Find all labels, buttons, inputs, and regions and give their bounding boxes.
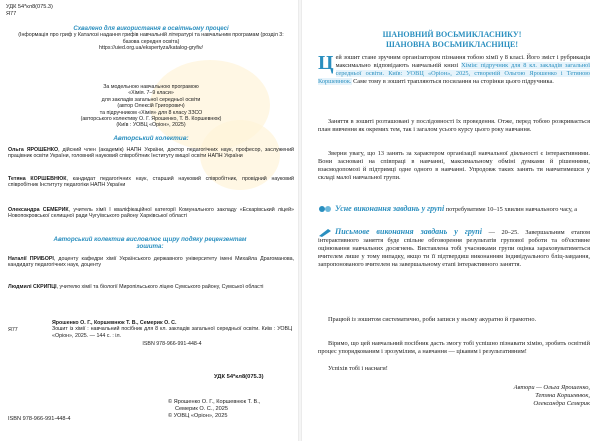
paragraph-3: Зверни увагу, що 13 занять за характером організації навчальної діяльності є інтерактивними. Вони засновані на співпраці в навчанні, максимальному обміні думками й рішеннями, взаємодопомозі й підтримці одне одного в навчанні. Упродовж таких занять ти навчатимешся у складі малої навчальної групи. <box>318 150 590 181</box>
greeting: ШАНОВНИЙ ВОСЬМИКЛАСНИКУ! ШАНОВНА ВОСЬМИКЛАСНИЦЕ! <box>382 30 522 49</box>
right-page <box>300 0 600 441</box>
author-1: Ольга ЯРОШЕНКО, дійсний член (академік) НАПН України, доктор педагогічних наук, професор, заслужений працівник освіти України, головний науковий співробітник Інституту вищої освіти НАПН України <box>8 147 294 160</box>
oral-group-line: Усне виконання завдань у групі потребуватиме 10–15 хвилин навчального часу, а <box>318 205 590 214</box>
program-info: За модельною навчальною програмою «Хімія. 7–9 класи» для закладів загальної середньої освіти (автор Олексій Григорович) та підручником «Хімія» для 8 класу ЗЗСО (авторського колективу О. Г. Ярошенко, Т. В. Коршевнюк) (Київ : УОВЦ «Оріон», 2025) <box>80 84 222 129</box>
author-2: Тетяна КОРШЕВНЮК, кандидат педагогічних наук, старший науковий співробітник, провідний науковий співробітник Інституту педагогіки НАПН України <box>8 176 294 189</box>
intro-paragraph: Цей зошит стане зручним організатором пізнання тобою хімії у 8 класі. Його зміст і рубрикація максимально відповідають навчальній книзі Хімія: підручник для 8 кл. закладів загальної середньої освіти. Київ: УОВЦ «Оріон», 2025, створеній Ольгою Ярошенко і Тетяною Коршевнюк. Саме тому в зошиті трапляються посилання на сторінки цього підручника. <box>318 52 590 85</box>
udk-top: УДК 54*кл8(075.3) Я77 <box>6 4 53 17</box>
author-3: Олександра СЕМЕРИК, учитель хімії І кваліфікаційної категорії Комунального закладу «Ескарівський ліцей» Новопокровської селищної ради Чугуївського району Харківської області <box>8 207 295 220</box>
speech-group-icon <box>318 205 332 214</box>
reviewer-2: Людмилі СКРИПЦІ, учителю хімії та біології Миропільського ліцею Сумського району, Сумської області <box>8 284 264 290</box>
signature: Автори — Ольга Ярошенко, Тетяна Коршевнюк, Олександра Семерик <box>513 384 590 408</box>
bib-record: Ярошенко О. Г., Коршевнюк Т. В., Семерик О. С. Зошит із хімії : навчальний посібник для 8 кл. закладів загальної середньої освіти. Київ : УОВЦ «Оріон», 2025. — 144 с. : іл. ISBN 978-966-991-448-4 <box>52 320 292 348</box>
approval-url[interactable]: https://uied.org.ua/ekspertyza/katalog-gryfiv/ <box>99 45 203 52</box>
drop-cap: Ц <box>318 52 334 74</box>
authors-heading: Авторський колектив: <box>113 135 189 142</box>
copyright: © Ярошенко О. Г., Коршевнюк Т. В., Семерик О. С., 2025 © УОВЦ «Оріон», 2025 <box>168 399 261 419</box>
reviewer-1: Наталії ПРИБОРІ, доценту кафедри хімії Українського державного університету імені Михайла Драгоманова, кандидату педагогічних наук, доценту <box>8 256 294 269</box>
udk-bottom: УДК 54*кл8(075.3) <box>214 374 264 380</box>
written-group-block: Письмове виконання завдань у групі — 20–25. Завершальним етапом інтерактивного заняття буде спільне обговорення результатів групової роботи та об'єктивне оцінювання навчальних досягнень. Виставлена тобі учасниками групи оцінка зараховуватиметься вчителем лише у тому випадку, якщо ти її підтвердиш виконанням індивідуального бліц-завдання, запропонованого вчителем на завершальному етапі інтерактивного заняття. <box>318 227 590 268</box>
paragraph-8: Успіхів тобі і наснаги! <box>328 365 388 372</box>
textbook-reference: Хімія: підручник для 8 кл. закладів загальної середньої освіти. Київ: УОВЦ «Оріон», 2025, створеній Ольгою Ярошенко і Тетяною Коршевнюк. <box>318 61 590 85</box>
pencil-icon <box>318 228 332 237</box>
paragraph-7: Віримо, що цей навчальний посібник дасть змогу тобі успішно пізнавати хімію, зробить освітній процес упорядкованим і зрозумілим, а навчання — цікавим і результативним! <box>318 340 590 355</box>
approval-text: (Інформація про гриф у Каталозі надання грифів навчальній літературі та навчальним програмам (розділ 3: базова середня освіта) <box>18 32 284 45</box>
approval-block <box>10 26 292 52</box>
isbn-bottom: ISBN 978-966-991-448-4 <box>8 416 71 422</box>
paragraph-6: Працюй із зошитом систематично, роби записи у ньому акуратно й грамотно. <box>328 316 537 323</box>
thanks-heading: Авторський колектив висловлює щиру подяку рецензентам зошита: <box>53 236 247 251</box>
paragraph-2: Заняття в зошиті розташовані у послідовності їх проведення. Отже, перед тобою розкривається план вивчення як окремих тем, так і загалом усього курсу цього року навчання. <box>318 118 590 133</box>
approval-heading: Схвалено для використання в освітньому процесі <box>73 26 229 32</box>
bib-code: Я77 <box>8 327 18 333</box>
